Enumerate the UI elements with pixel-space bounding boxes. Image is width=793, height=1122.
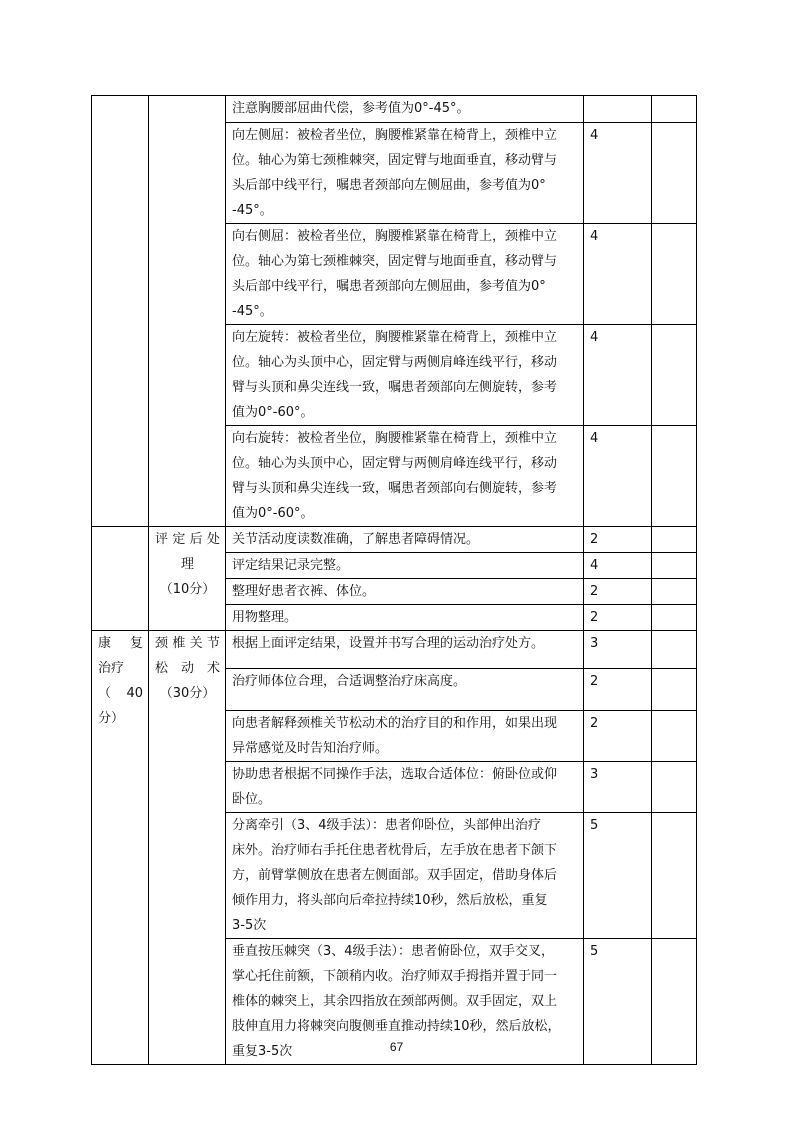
deduction-cell — [652, 605, 697, 631]
score-value: 4 — [584, 325, 652, 426]
category-line: 治疗 — [98, 661, 125, 676]
score-value: 4 — [584, 224, 652, 325]
score-value: 4 — [584, 123, 652, 224]
criteria-text: 向左旋转：被检者坐位，胸腰椎紧靠在椅背上，颈椎中立 位。轴心为头顶中心，固定臂与两侧肩峰连线平行，移动 臂与头顶和鼻尖连线一致，嘱患者颈部向左侧旋转，参考 值为0°-60°。 — [226, 325, 584, 426]
deduction-cell — [652, 123, 697, 224]
deduction-cell — [652, 579, 697, 605]
table-row — [92, 527, 697, 553]
category-cell-rehab — [92, 631, 149, 1065]
deduction-cell — [652, 325, 697, 426]
deduction-cell — [652, 553, 697, 579]
score-value: 2 — [584, 527, 652, 553]
criteria-text: 垂直按压棘突（3、4级手法）：患者俯卧位，双手交叉， 掌心托住前额，下颌稍内收。治疗师双手拇指并置于同一 椎体的棘突上，其余四指放在颈部两侧。双手固定，双上 肢伸直用力将棘突向腹侧垂直推动持续10秒，然后放松， 重复3-5次 — [226, 939, 584, 1065]
criteria-text: 根据上面评定结果，设置并书写合理的运动治疗处方。 — [226, 631, 584, 669]
score-value — [584, 96, 652, 123]
score-value: 3 — [584, 762, 652, 813]
item-points: （30分） — [159, 686, 216, 701]
criteria-text: 用物整理。 — [226, 605, 584, 631]
score-value: 3 — [584, 631, 652, 669]
criteria-text: 向左侧屈：被检者坐位，胸腰椎紧靠在椅背上，颈椎中立 位。轴心为第七颈椎棘突，固定臂与地面垂直，移动臂与 头后部中线平行，嘱患者颈部向左侧屈曲，参考值为0° -45°。 — [226, 123, 584, 224]
criteria-text: 协助患者根据不同操作手法，选取合适体位：俯卧位或仰 卧位。 — [226, 762, 584, 813]
deduction-cell — [652, 224, 697, 325]
deduction-cell — [652, 762, 697, 813]
score-value: 2 — [584, 669, 652, 711]
criteria-text: 向右侧屈：被检者坐位，胸腰椎紧靠在椅背上，颈椎中立 位。轴心为第七颈椎棘突，固定臂与地面垂直，移动臂与 头后部中线平行，嘱患者颈部向左侧屈曲，参考值为0° -45°。 — [226, 224, 584, 325]
criteria-text: 向患者解释颈椎关节松动术的治疗目的和作用，如果出现 异常感觉及时告知治疗师。 — [226, 711, 584, 762]
criteria-text: 向右旋转：被检者坐位，胸腰椎紧靠在椅背上，颈椎中立 位。轴心为头顶中心，固定臂与两侧肩峰连线平行，移动 臂与头顶和鼻尖连线一致，嘱患者颈部向右侧旋转，参考 值为0°-60°。 — [226, 426, 584, 527]
category-cell-continued — [92, 96, 149, 527]
score-value: 2 — [584, 605, 652, 631]
criteria-text: 关节活动度读数准确，了解患者障碍情况。 — [226, 527, 584, 553]
category-line: 康复 — [98, 636, 143, 651]
item-title-line: 颈椎关节 — [155, 636, 220, 651]
criteria-text: 分离牵引（3、4级手法）：患者仰卧位，头部伸出治疗 床外。治疗师右手托住患者枕骨后，左手放在患者下颌下 方，前臂掌侧放在患者左侧面部。双手固定，借助身体后 倾作用力，将头部向后牵拉持续10秒，然后放松，重复 3-5次 — [226, 813, 584, 939]
score-value: 4 — [584, 426, 652, 527]
item-title-line: 理 — [180, 557, 194, 572]
score-value: 4 — [584, 553, 652, 579]
criteria-text: 评定结果记录完整。 — [226, 553, 584, 579]
item-points: （10分） — [159, 582, 216, 597]
item-cell-continued — [149, 96, 226, 527]
category-line: 分） — [98, 711, 125, 726]
table-row — [92, 96, 697, 123]
deduction-cell — [652, 527, 697, 553]
page-number: 67 — [389, 1040, 404, 1054]
criteria-text: 治疗师体位合理，合适调整治疗床高度。 — [226, 669, 584, 711]
scoring-table — [91, 95, 697, 1065]
category-cell-empty — [92, 527, 149, 631]
criteria-text: 整理好患者衣裤、体位。 — [226, 579, 584, 605]
deduction-cell — [652, 813, 697, 939]
score-value: 5 — [584, 939, 652, 1065]
deduction-cell — [652, 426, 697, 527]
category-line: （40 — [98, 686, 143, 701]
criteria-text: 注意胸腰部屈曲代偿，参考值为0°-45°。 — [226, 96, 584, 123]
deduction-cell — [652, 669, 697, 711]
deduction-cell — [652, 631, 697, 669]
deduction-cell — [652, 96, 697, 123]
table-row — [92, 631, 697, 669]
score-value: 5 — [584, 813, 652, 939]
item-cell-joint-mobilization — [149, 631, 226, 1065]
deduction-cell — [652, 711, 697, 762]
score-value: 2 — [584, 711, 652, 762]
item-cell-post-assessment — [149, 527, 226, 631]
item-title-line: 评定后处 — [155, 532, 220, 547]
item-title-line: 松动术 — [155, 661, 220, 676]
score-value: 2 — [584, 579, 652, 605]
